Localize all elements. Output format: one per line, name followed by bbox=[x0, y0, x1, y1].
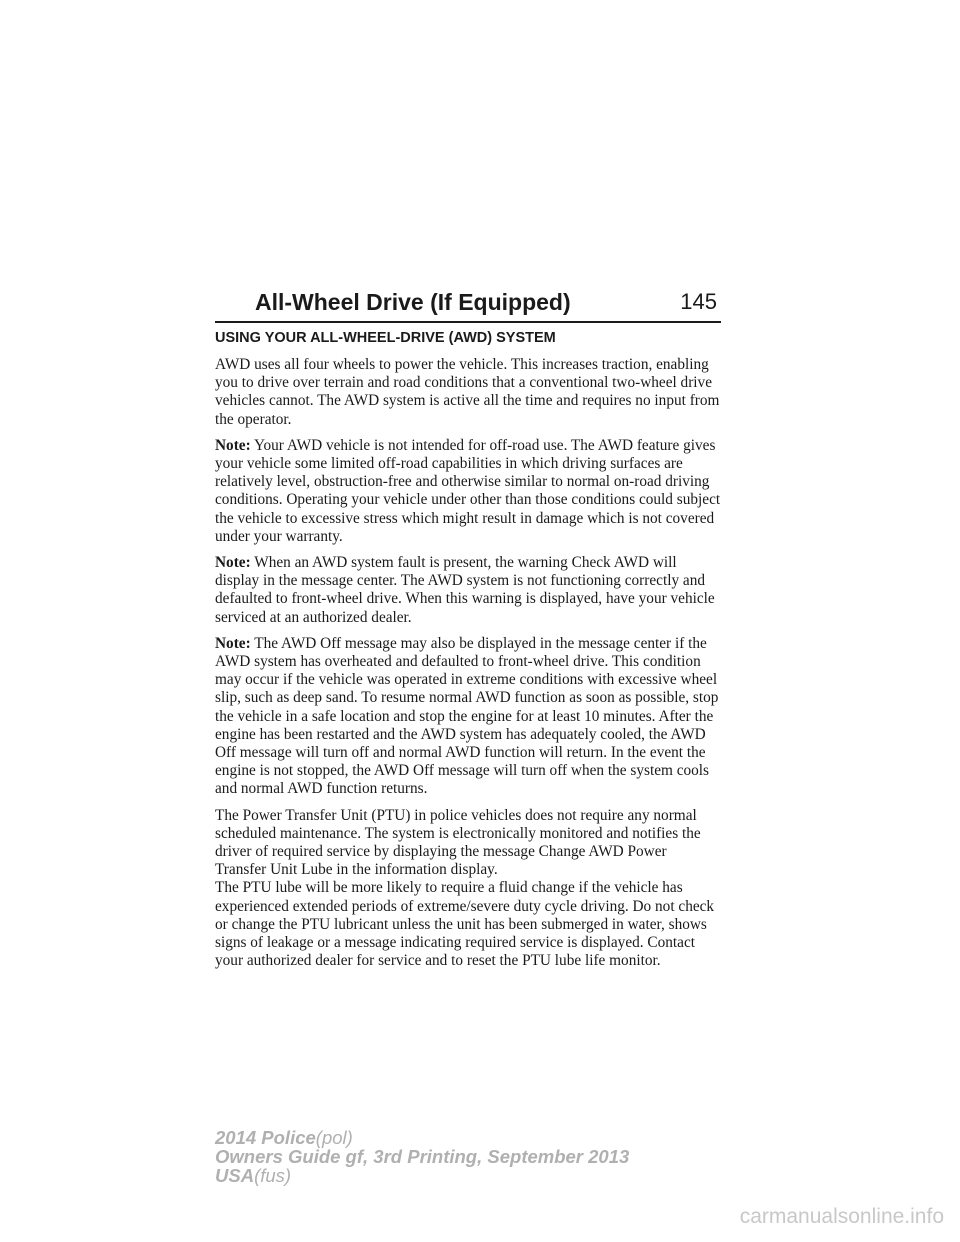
note-text: Your AWD vehicle is not intended for off-road use. The AWD feature gives your vehicle some limited off-road capabilities in which driving surfaces are relatively level, obstruction-free and otherwise similar to normal on-road driving conditions. Operating your vehicle under other than those conditions could subject the vehicle to excessive stress which might result in damage which is not covered under your warranty. bbox=[215, 436, 721, 545]
note-label: Note: bbox=[215, 554, 251, 572]
note-text: When an AWD system fault is present, the warning Check AWD will display in the message center. The AWD system is not functioning correctly and defaulted to front-wheel drive. When this warning is displayed, have your vehicle serviced at an authorized dealer. bbox=[215, 554, 715, 626]
intro-paragraph: AWD uses all four wheels to power the vehicle. This increases traction, enabling you to drive over terrain and road conditions that a conventional two-wheel drive vehicles cannot. The AWD system is active all the time and requires no input from the operator. bbox=[215, 356, 720, 428]
page-footer bbox=[215, 1128, 629, 1185]
page-content bbox=[215, 328, 721, 979]
note-paragraph-awd-off bbox=[215, 635, 721, 799]
note-paragraph-check-awd bbox=[215, 554, 721, 627]
footer-model: 2014 Police bbox=[215, 1127, 316, 1148]
chapter-title: All-Wheel Drive (If Equipped) bbox=[255, 289, 571, 315]
note-label: Note: bbox=[215, 436, 251, 454]
ptu-paragraph-maintenance: The Power Transfer Unit (PTU) in police vehicles does not require any normal scheduled maintenance. The system is electronically monitored and notifies the driver of required service by displaying the message Change AWD Power Transfer Unit Lube in the information display. bbox=[215, 806, 701, 879]
footer-line-model bbox=[215, 1128, 629, 1147]
footer-market: USA bbox=[215, 1165, 255, 1186]
note-label: Note: bbox=[215, 634, 251, 652]
section-heading: USING YOUR ALL-WHEEL-DRIVE (AWD) SYSTEM bbox=[215, 330, 556, 346]
page-number: 145 bbox=[680, 289, 717, 314]
footer-line-market bbox=[215, 1166, 629, 1185]
footer-model-code: (pol) bbox=[315, 1127, 353, 1148]
note-paragraph-off-road bbox=[215, 437, 721, 546]
page-header bbox=[215, 283, 721, 323]
footer-market-code: (fus) bbox=[254, 1165, 292, 1186]
note-text: The AWD Off message may also be displayed in the message center if the AWD system has overheated and defaulted to front-wheel drive. This condition may occur if the vehicle was operated in extreme conditions with excessive wheel slip, such as deep sand. To resume normal AWD function as soon as possible, stop the vehicle in a safe location and stop the engine for at least 10 minutes. After the engine has been restarted and the AWD system has adequately cooled, the AWD Off message will turn off and normal AWD function will return. In the event the engine is not stopped, the AWD Off message will turn off when the system cools and normal AWD function returns. bbox=[215, 634, 719, 798]
footer-line-guide: Owners Guide gf, 3rd Printing, September 2013 bbox=[215, 1146, 630, 1167]
ptu-paragraph-lube: The PTU lube will be more likely to require a fluid change if the vehicle has experienced extended periods of extreme/severe duty cycle driving. Do not check or change the PTU lubricant unless the unit has been submerged in water, shows signs of leakage or a message indicating required service is displayed. Contact your authorized dealer for service and to reset the PTU lube life monitor. bbox=[215, 879, 715, 970]
watermark: carmanualsonline.info bbox=[739, 1205, 944, 1228]
